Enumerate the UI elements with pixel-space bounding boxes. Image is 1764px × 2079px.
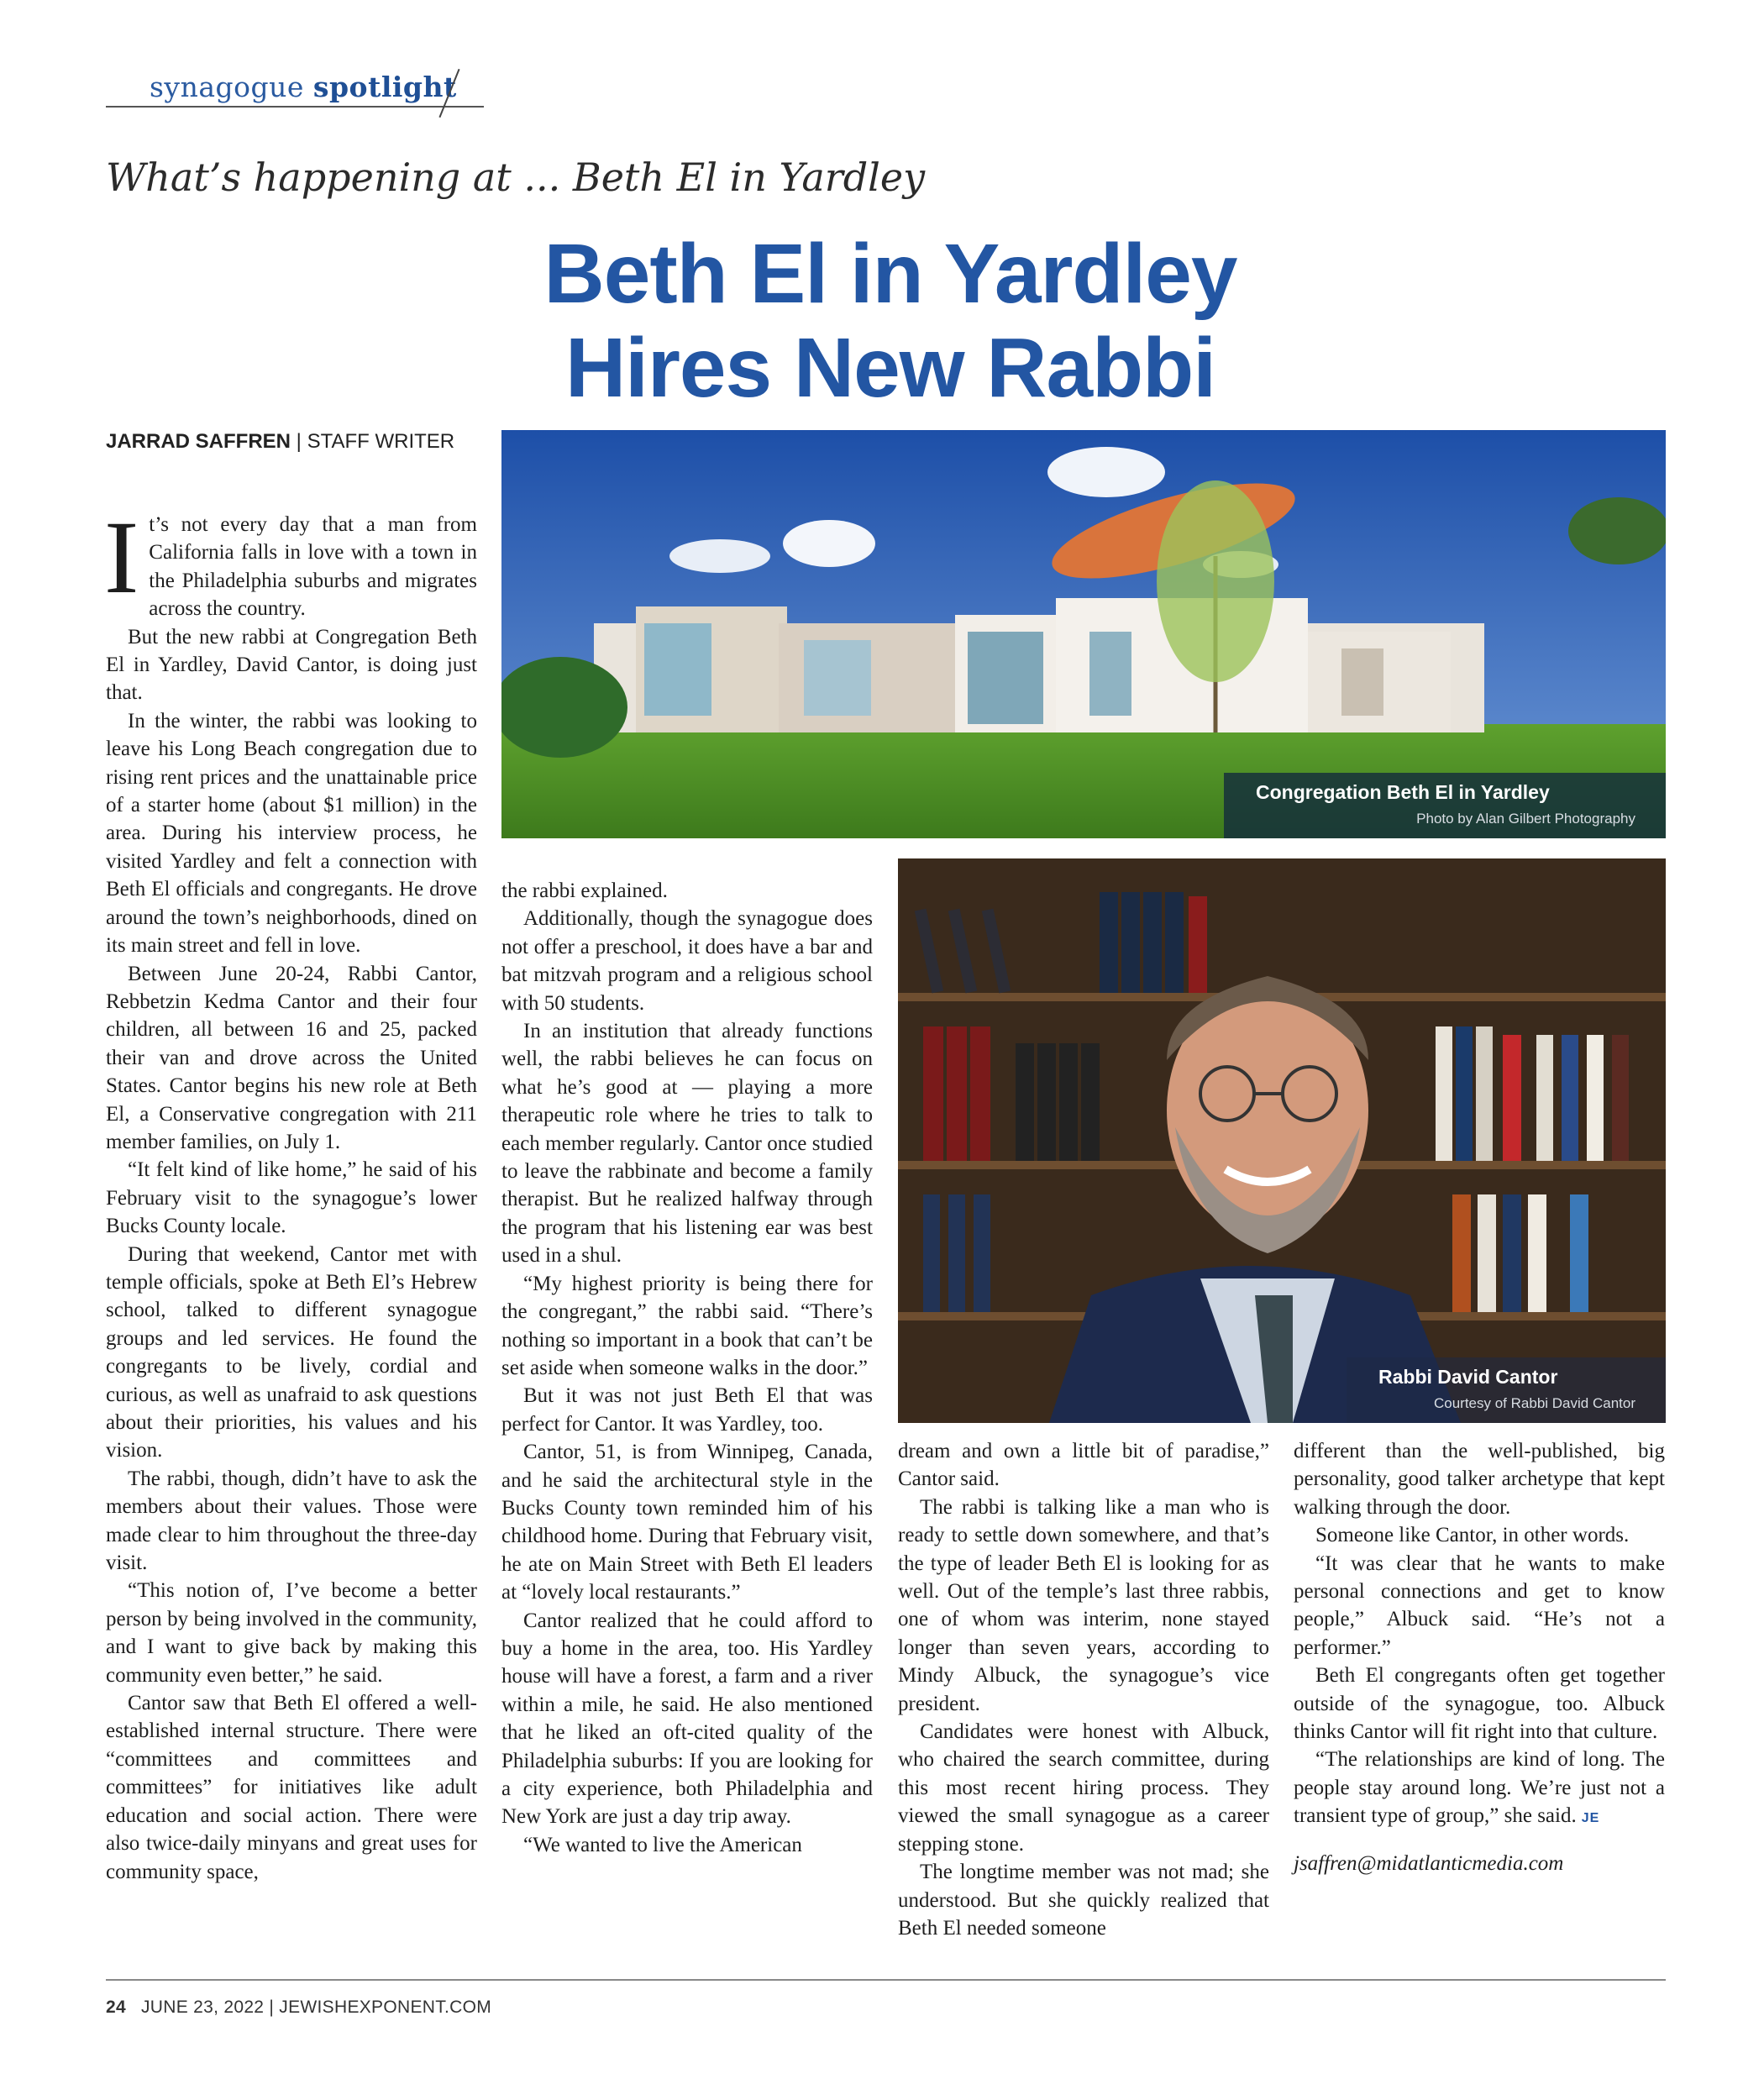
headline-line-2: Hires New Rabbi <box>564 321 1216 415</box>
page-number: 24 <box>106 1998 126 2017</box>
article-paragraph: The rabbi is talking like a man who is ready to settle down somewhere, and that’s the type of leader Beth El is looking for as well. Out of the temple’s last three rabbis, one of whom was interim, none stayed longer than seven years, according to Mindy Albuck, the synagogue’s vice president. <box>898 1495 1269 1715</box>
headline-line-1: Beth El in Yardley <box>543 227 1237 321</box>
article-paragraph: “My highest priority is being there for the congregant,” the rabbi said. “There’s nothing so important in a book that can’t be set aside when someone walks in the door.” <box>501 1272 873 1379</box>
rabbi-illustration <box>898 858 1666 1423</box>
section-rule <box>106 106 484 108</box>
article-paragraph: the rabbi explained. <box>501 879 668 902</box>
article-paragraph: Between June 20-24, Rabbi Cantor, Rebbetzin Kedma Cantor and their four children, all between 16 and 25, packed their van and drove across the United States. Cantor begins his new role at Beth El, a Conservative congregation with 211 member families, on July 1. <box>106 962 477 1153</box>
byline-author: JARRAD SAFFREN <box>106 430 291 453</box>
section-tag <box>106 66 484 126</box>
article-paragraph: “This notion of, I’ve become a better person by being involved in the community, and I want to give back by making this community even better,” he said. <box>106 1579 477 1687</box>
article-paragraph: dream and own a little bit of paradise,” Cantor said. <box>898 1440 1269 1491</box>
article-paragraph: But it was not just Beth El that was perfect for Cantor. It was Yardley, too. <box>501 1384 873 1436</box>
footer-text: JUNE 23, 2022 | JEWISHEXPONENT.COM <box>140 1998 492 2017</box>
article-paragraph: Additionally, though the synagogue does not offer a preschool, it does have a bar and bat mitzvah program and a religious school with 50 students. <box>501 907 873 1015</box>
article-column-4 <box>1294 1437 1665 1877</box>
rabbi-caption-credit: Courtesy of Rabbi David Cantor <box>1433 1395 1635 1411</box>
article-paragraph: In the winter, the rabbi was looking to leave his Long Beach congregation due to rising rent prices and the unattainable price of a starter home (about $1 million) in the area. During his interview process, he visited Yardley and felt a connection with Beth El officials and congregants. He drove around the town’s neighborhoods, dined on its main street and fell in love. <box>106 709 477 958</box>
rabbi-caption <box>1347 1357 1666 1423</box>
article-paragraph: Beth El congregants often get together outside of the synagogue, too. Albuck thinks Cantor will fit right into that culture. <box>1294 1664 1665 1744</box>
drop-cap: I <box>104 500 139 615</box>
article-paragraph: Candidates were honest with Albuck, who chaired the search committee, during this most recent hiring process. They viewed the small synagogue as a career stepping stone. <box>898 1720 1269 1856</box>
end-mark: JE <box>1581 1811 1600 1826</box>
building-caption-title: Congregation Beth El in Yardley <box>1256 781 1550 803</box>
building-photo <box>501 430 1666 838</box>
article-paragraph: The rabbi, though, didn’t have to ask the members about their values. Those were made clear to him throughout the three-day visit. <box>106 1467 477 1575</box>
article-paragraph: different than the well-published, big personality, good talker archetype that kept walking through the door. <box>1294 1440 1665 1519</box>
byline-role: STAFF WRITER <box>307 430 455 453</box>
author-email[interactable]: jsaffren@midatlanticmedia.com <box>1294 1851 1564 1875</box>
kicker: What’s happening at ... Beth El in Yardley <box>106 155 926 200</box>
building-caption <box>1224 773 1666 838</box>
article-column-3 <box>898 1437 1269 1942</box>
article-paragraph: Cantor saw that Beth El offered a well-established internal structure. There were “committees and committees and committees” for initiatives like adult education and social action. There were also twice-daily minyans and great uses for community space, <box>106 1692 477 1883</box>
article-paragraph: Cantor realized that he could afford to buy a home in the area, too. His Yardley house will have a forest, a farm and a river within a mile, he said. He also mentioned that he liked an oft-cited quality of the Philadelphia suburbs: If you are looking for a city experience, both Philadelphia and New York are just a day trip away. <box>501 1609 873 1829</box>
article-paragraph: “We wanted to live the American <box>523 1833 802 1856</box>
article-paragraph: “It was clear that he wants to make personal connections and get to know people,” Albuck said. “He’s not a performer.” <box>1294 1551 1665 1659</box>
article-column-2 <box>501 877 873 1859</box>
page-footer <box>106 1998 491 2018</box>
article-paragraph: In an institution that already functions well, the rabbi believes he can focus on what he’s good at — playing a more therapeutic role where he tries to talk to each member regularly. Cantor once studied to leave the rabbinate and become a family therapist. But he realized halfway through the program that his listening ear was best used in a shul. <box>501 1020 873 1268</box>
article-column-1 <box>104 500 477 1886</box>
footer-rule <box>106 1979 1666 1981</box>
building-caption-credit: Photo by Alan Gilbert Photography <box>1416 811 1635 827</box>
article-paragraph: It’s not every day that a man from California falls in love with a town in the Philadelphia suburbs and migrates across the country. <box>104 500 477 621</box>
article-paragraph: The longtime member was not mad; she understood. But she quickly realized that Beth El needed someone <box>898 1861 1269 1940</box>
article-paragraph: “The relationships are kind of long. The people stay around long. We’re just not a transient type of group,” she said. JE <box>1294 1748 1665 1828</box>
byline: JARRAD SAFFREN | STAFF WRITER <box>106 430 455 453</box>
section-label: synagogue spotlight <box>150 71 457 103</box>
article-paragraph: During that weekend, Cantor met with temple officials, spoke at Beth El’s Hebrew school, talked to different synagogue groups and led services. He found the congregants to be lively, cordial and curious, as well as unafraid to ask questions about their priorities, his values and his vision. <box>106 1242 477 1462</box>
article-paragraph: “It felt kind of like home,” he said of his February visit to the synagogue’s lower Bucks County locale. <box>106 1158 477 1238</box>
article-paragraph: But the new rabbi at Congregation Beth El in Yardley, David Cantor, is doing just that. <box>106 625 477 705</box>
article-paragraph: Cantor, 51, is from Winnipeg, Canada, and he said the architectural style in the Bucks County town reminded him of his childhood home. During that February visit, he ate on Main Street with Beth El leaders at “lovely local restaurants.” <box>501 1441 873 1604</box>
rabbi-caption-title: Rabbi David Cantor <box>1378 1366 1558 1388</box>
headline <box>470 227 1310 415</box>
rabbi-photo <box>898 858 1666 1423</box>
article-paragraph: Someone like Cantor, in other words. <box>1315 1524 1630 1547</box>
